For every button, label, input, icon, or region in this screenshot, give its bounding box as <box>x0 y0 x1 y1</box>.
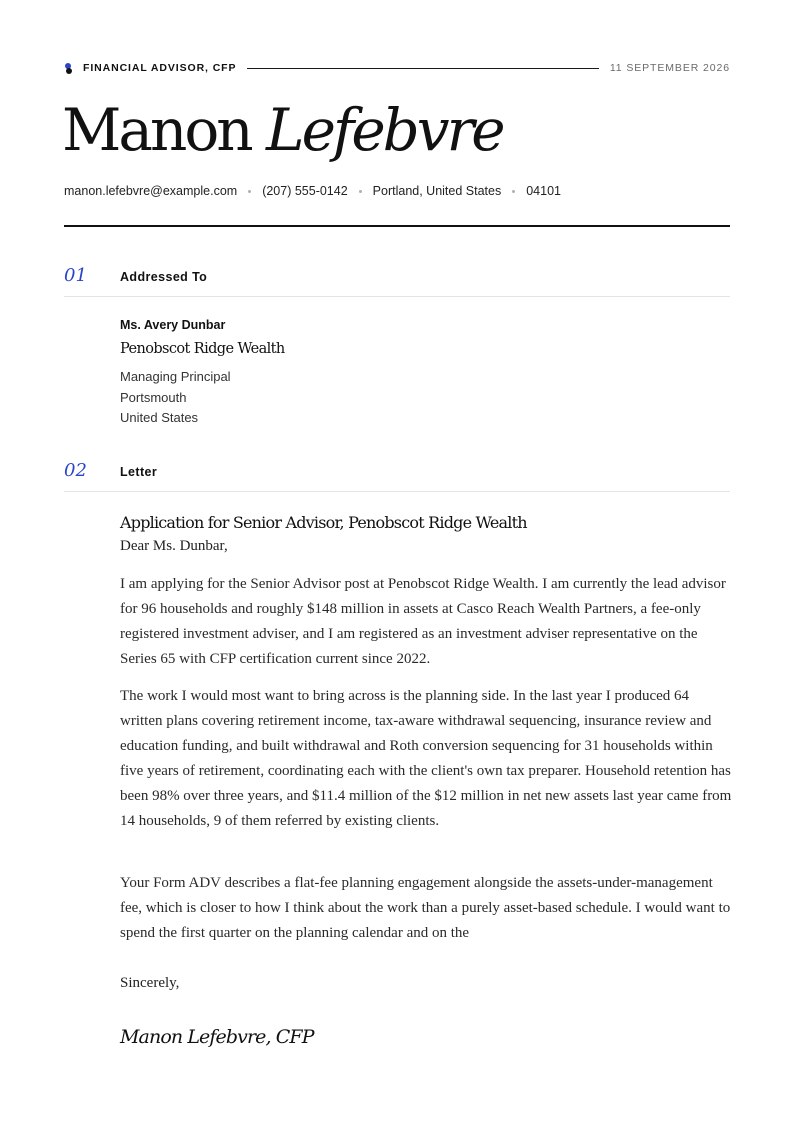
recipient-name: Ms. Avery Dunbar <box>120 318 226 332</box>
applicant-name <box>62 90 503 170</box>
first-name: Manon <box>62 96 251 164</box>
section-rule <box>64 491 730 492</box>
letter-paragraph: I am applying for the Senior Advisor post at Penobscot Ridge Wealth. I am currently the lead advisor for 96 households and roughly $148 million in assets at Casco Reach Wealth Partners, a fee-only registered investment adviser, and I am registered as an investment adviser representative on the Series 65 with CFP certification current since 2022. <box>120 576 726 667</box>
letter-paragraph: Your Form ADV describes a flat-fee planning engagement alongside the assets-under-management fee, which is closer to how I think about the work than a purely asset-based schedule. I would want to spend the first quarter on the planning calendar and on the <box>120 875 731 941</box>
contact-email: manon.lefebvre@example.com <box>64 184 238 198</box>
header-strip <box>64 61 730 75</box>
recipient-title: Managing Principal <box>120 369 231 384</box>
letter-closing: Sincerely, <box>120 975 180 991</box>
section-title-letter: Letter <box>120 465 158 479</box>
contact-postal: 04101 <box>526 184 561 198</box>
contact-line <box>64 184 561 198</box>
section-rule <box>64 296 730 297</box>
recipient-country: United States <box>120 410 199 425</box>
section-number-addressed: 01 <box>64 265 87 286</box>
section-number-letter: 02 <box>64 460 87 481</box>
recipient-city: Portsmouth <box>120 390 187 405</box>
letter-salutation: Dear Ms. Dunbar, <box>120 538 228 554</box>
letter-paragraph: The work I would most want to bring across is the planning side. In the last year I produced 64 written plans covering retirement income, tax-aware withdrawal sequencing, insurance review and education funding, and built withdrawal and Roth conversion sequencing for 31 households within five years of retirement, coordinating each with the client's own tax preparer. Household retention has been 98% over three years, and $11.4 million of the $12 million in net new assets last year came from 14 households, 9 of them referred by existing clients. <box>120 688 732 829</box>
separator-dot-icon <box>359 190 362 193</box>
recipient-organization: Penobscot Ridge Wealth <box>120 341 285 357</box>
section-title-addressed: Addressed To <box>120 270 208 284</box>
brand-dots-icon <box>64 62 74 74</box>
separator-dot-icon <box>248 190 251 193</box>
contact-location: Portland, United States <box>372 184 502 198</box>
header-divider <box>64 225 730 227</box>
role-label: FINANCIAL ADVISOR, CFP <box>83 62 237 74</box>
signature: Manon Lefebvre, CFP <box>120 1026 314 1048</box>
letter-date: 11 SEPTEMBER 2026 <box>609 62 730 74</box>
separator-dot-icon <box>512 190 515 193</box>
header-rule <box>247 68 598 69</box>
letter-subject: Application for Senior Advisor, Penobscot Ridge Wealth <box>120 513 527 532</box>
contact-phone: (207) 555-0142 <box>262 184 348 198</box>
last-name: Lefebvre <box>266 96 503 164</box>
